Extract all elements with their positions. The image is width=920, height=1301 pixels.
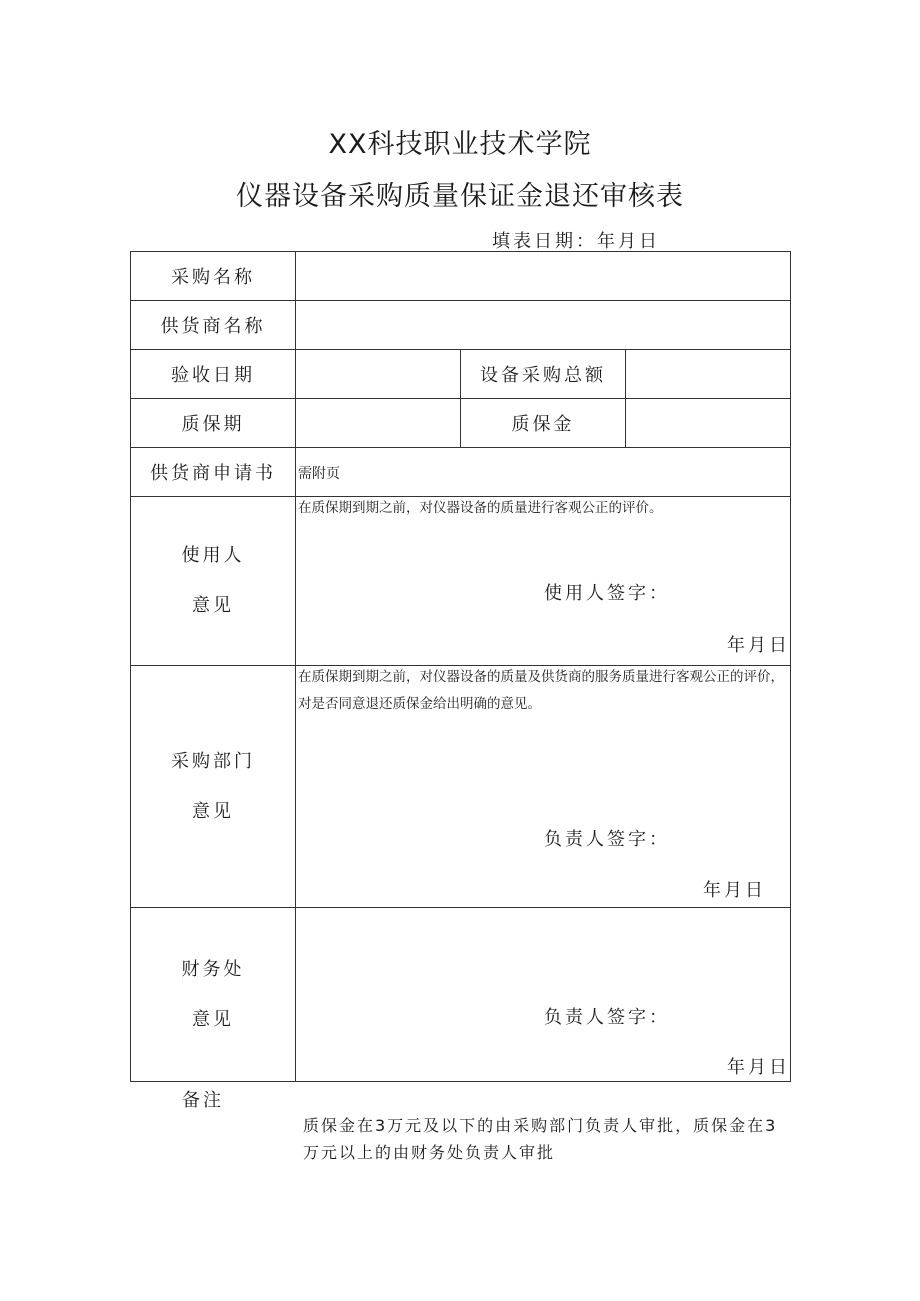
row-acceptance (131, 350, 791, 399)
row-application (131, 448, 791, 497)
finance-signature-label: 负责人签字： (544, 1007, 670, 1028)
remarks-label: 备注 (182, 1090, 224, 1111)
warranty-period-label: 质保期 (131, 399, 296, 448)
approval-form-table (130, 251, 791, 1082)
supplier-name-label: 供货商名称 (131, 301, 296, 350)
purchase-name-field[interactable] (296, 252, 791, 301)
deposit-field[interactable] (626, 399, 791, 448)
procurement-opinion-label-line1: 采购部门 (171, 750, 255, 772)
acceptance-date-label: 验收日期 (131, 350, 296, 399)
procurement-opinion-field[interactable] (296, 666, 791, 908)
finance-opinion-label (131, 908, 296, 1082)
fill-date: 填表日期：年月日 (492, 231, 660, 252)
user-opinion-field[interactable] (296, 497, 791, 666)
user-signature-label: 使用人签字： (544, 583, 670, 604)
row-warranty (131, 399, 791, 448)
acceptance-date-field[interactable] (296, 350, 461, 399)
user-opinion-label-line2: 意见 (192, 595, 234, 616)
finance-opinion-label-line2: 意见 (192, 1008, 234, 1030)
finance-opinion-field[interactable] (296, 908, 791, 1082)
supplier-name-field[interactable] (296, 301, 791, 350)
procurement-signature-label: 负责人签字： (544, 829, 670, 850)
warranty-period-field[interactable] (296, 399, 461, 448)
application-field[interactable] (296, 448, 791, 497)
procurement-opinion-instruction: 在质保期到期之前，对仪器设备的质量及供货商的服务质量进行客观公正的评价，对是否同意退还质保金给出明确的意见。 (298, 669, 784, 712)
application-note: 需附页 (298, 465, 340, 482)
row-procurement-opinion (131, 666, 791, 908)
purchase-name-label: 采购名称 (131, 252, 296, 301)
row-purchase-name (131, 252, 791, 301)
row-user-opinion (131, 497, 791, 666)
institution-title: XX科技职业技术学院 (328, 129, 592, 160)
user-opinion-instruction: 在质保期到期之前，对仪器设备的质量进行客观公正的评价。 (298, 500, 663, 516)
user-opinion-label-line1: 使用人 (181, 545, 245, 566)
procurement-opinion-label (131, 666, 296, 908)
procurement-opinion-date: 年月日 (703, 880, 767, 901)
user-opinion-label (131, 497, 296, 666)
finance-opinion-label-line1: 财务处 (181, 958, 245, 980)
form-title: 仪器设备采购质量保证金退还审核表 (236, 181, 684, 212)
user-opinion-date: 年月日 (727, 635, 791, 656)
procurement-opinion-label-line2: 意见 (192, 800, 234, 822)
application-label: 供货商申请书 (131, 448, 296, 497)
remarks-text: 质保金在3万元及以下的由采购部门负责人审批，质保金在3万元以上的由财务处负责人审批 (303, 1116, 778, 1162)
row-finance-opinion (131, 908, 791, 1082)
total-amount-field[interactable] (626, 350, 791, 399)
row-supplier-name (131, 301, 791, 350)
deposit-label: 质保金 (461, 399, 626, 448)
total-amount-label: 设备采购总额 (461, 350, 626, 399)
finance-opinion-date: 年月日 (727, 1057, 791, 1078)
